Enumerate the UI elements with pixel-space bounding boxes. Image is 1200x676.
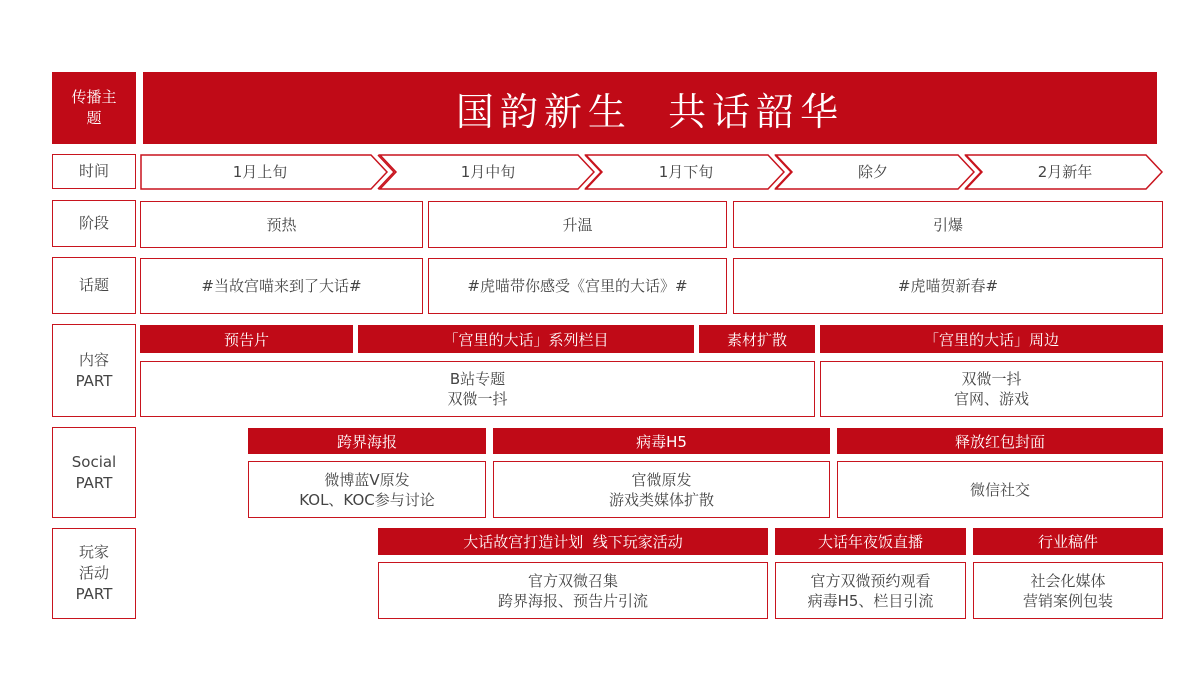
topic-2-text: #虎喵带你感受《宫里的大话》# (467, 277, 688, 295)
topic-1-text: #当故宫喵来到了大话# (201, 277, 362, 295)
social-box-2-line1: 官微原发 (631, 470, 692, 489)
row-label-theme (52, 72, 136, 144)
social-box-3-text: 微信社交 (969, 480, 1030, 499)
content-box-1-line2: 双微一抖 (447, 390, 508, 408)
row-label-stage-text: 阶段 (78, 214, 109, 232)
campaign-title (143, 72, 1157, 144)
timeline-label-3: 1月下旬 (658, 163, 714, 181)
timeline (140, 154, 1166, 190)
row-label-social (52, 427, 136, 518)
social-box-1-line2: KOL、KOC参与讨论 (299, 490, 435, 509)
content-box-2-line2: 官网、游戏 (953, 390, 1029, 408)
row-label-time (52, 154, 136, 189)
player-box-2-line1: 官方双微预约观看 (810, 571, 931, 590)
player-box-3-line1: 社会化媒体 (1030, 571, 1106, 590)
content-box-1-line1: B站专题 (449, 370, 506, 388)
row-label-time-text: 时间 (78, 162, 109, 180)
content-bar-merch (820, 325, 1163, 353)
stage-warmup-text: 升温 (562, 215, 593, 234)
social-box-2-line2: 游戏类媒体扩散 (608, 490, 714, 509)
stage-ignite-text: 引爆 (932, 215, 963, 234)
player-box-3 (973, 562, 1163, 619)
content-box-1 (140, 361, 815, 417)
timeline-label-1: 1月上旬 (232, 163, 288, 181)
player-bar-live (775, 528, 966, 555)
content-bar-merch-text: 「宫里的大话」周边 (923, 330, 1059, 349)
social-bar-poster-text: 跨界海报 (336, 432, 397, 451)
stage-warmup (428, 201, 727, 248)
row-label-stage (52, 200, 136, 247)
campaign-title-text: 国韵新生 共话韶华 (455, 89, 845, 134)
social-bar-h5 (493, 428, 830, 454)
timeline-label-5: 2月新年 (1037, 163, 1093, 181)
topic-3 (733, 258, 1163, 314)
content-bar-spread-text: 素材扩散 (726, 330, 787, 349)
player-box-3-line2: 营销案例包装 (1022, 591, 1113, 610)
row-label-theme-text: 传播主题 (71, 88, 117, 127)
stage-preheat (140, 201, 423, 248)
stage-ignite (733, 201, 1163, 248)
player-box-1-line2: 跨界海报、预告片引流 (497, 591, 648, 610)
player-box-1-line1: 官方双微召集 (527, 571, 618, 590)
row-label-player-line2: 活动 (78, 564, 109, 582)
social-bar-poster (248, 428, 486, 454)
row-label-player (52, 528, 136, 619)
row-label-content-line2: PART (75, 371, 113, 390)
player-box-2 (775, 562, 966, 619)
topic-2 (428, 258, 727, 314)
player-box-2-line2: 病毒H5、栏目引流 (807, 591, 934, 610)
social-box-1-line1: 微博蓝V原发 (324, 470, 410, 489)
social-box-1 (248, 461, 486, 518)
social-bar-redpacket (837, 428, 1163, 454)
row-label-player-line3: PART (75, 585, 113, 603)
player-box-1 (378, 562, 768, 619)
content-box-2 (820, 361, 1163, 417)
timeline-label-4: 除夕 (857, 163, 889, 181)
row-label-topic (52, 257, 136, 314)
content-bar-trailer-text: 预告片 (223, 330, 269, 349)
social-bar-redpacket-text: 释放红包封面 (954, 432, 1045, 451)
social-box-2 (493, 461, 830, 518)
content-bar-series (358, 325, 694, 353)
row-label-social-line2: PART (75, 473, 113, 492)
topic-3-text: #虎喵贺新春# (897, 277, 999, 295)
social-box-3 (837, 461, 1163, 518)
player-bar-industry-text: 行业稿件 (1037, 533, 1098, 551)
row-label-player-line1: 玩家 (78, 543, 109, 561)
content-box-2-line1: 双微一抖 (961, 370, 1022, 388)
social-bar-h5-text: 病毒H5 (636, 432, 687, 451)
content-bar-trailer (140, 325, 353, 353)
player-bar-offline-text: 大话故宫打造计划 线下玩家活动 (463, 533, 683, 551)
player-bar-live-text: 大话年夜饭直播 (817, 533, 923, 551)
row-label-topic-text: 话题 (78, 276, 109, 294)
row-label-content-line1: 内容 (78, 350, 109, 369)
player-bar-offline (378, 528, 768, 555)
content-bar-spread (699, 325, 815, 353)
topic-1 (140, 258, 423, 314)
row-label-social-line1: Social (71, 452, 117, 471)
content-bar-series-text: 「宫里的大话」系列栏目 (443, 330, 609, 349)
stage-preheat-text: 预热 (266, 215, 297, 234)
row-label-content (52, 324, 136, 417)
player-bar-industry (973, 528, 1163, 555)
timeline-label-2: 1月中旬 (460, 163, 516, 181)
